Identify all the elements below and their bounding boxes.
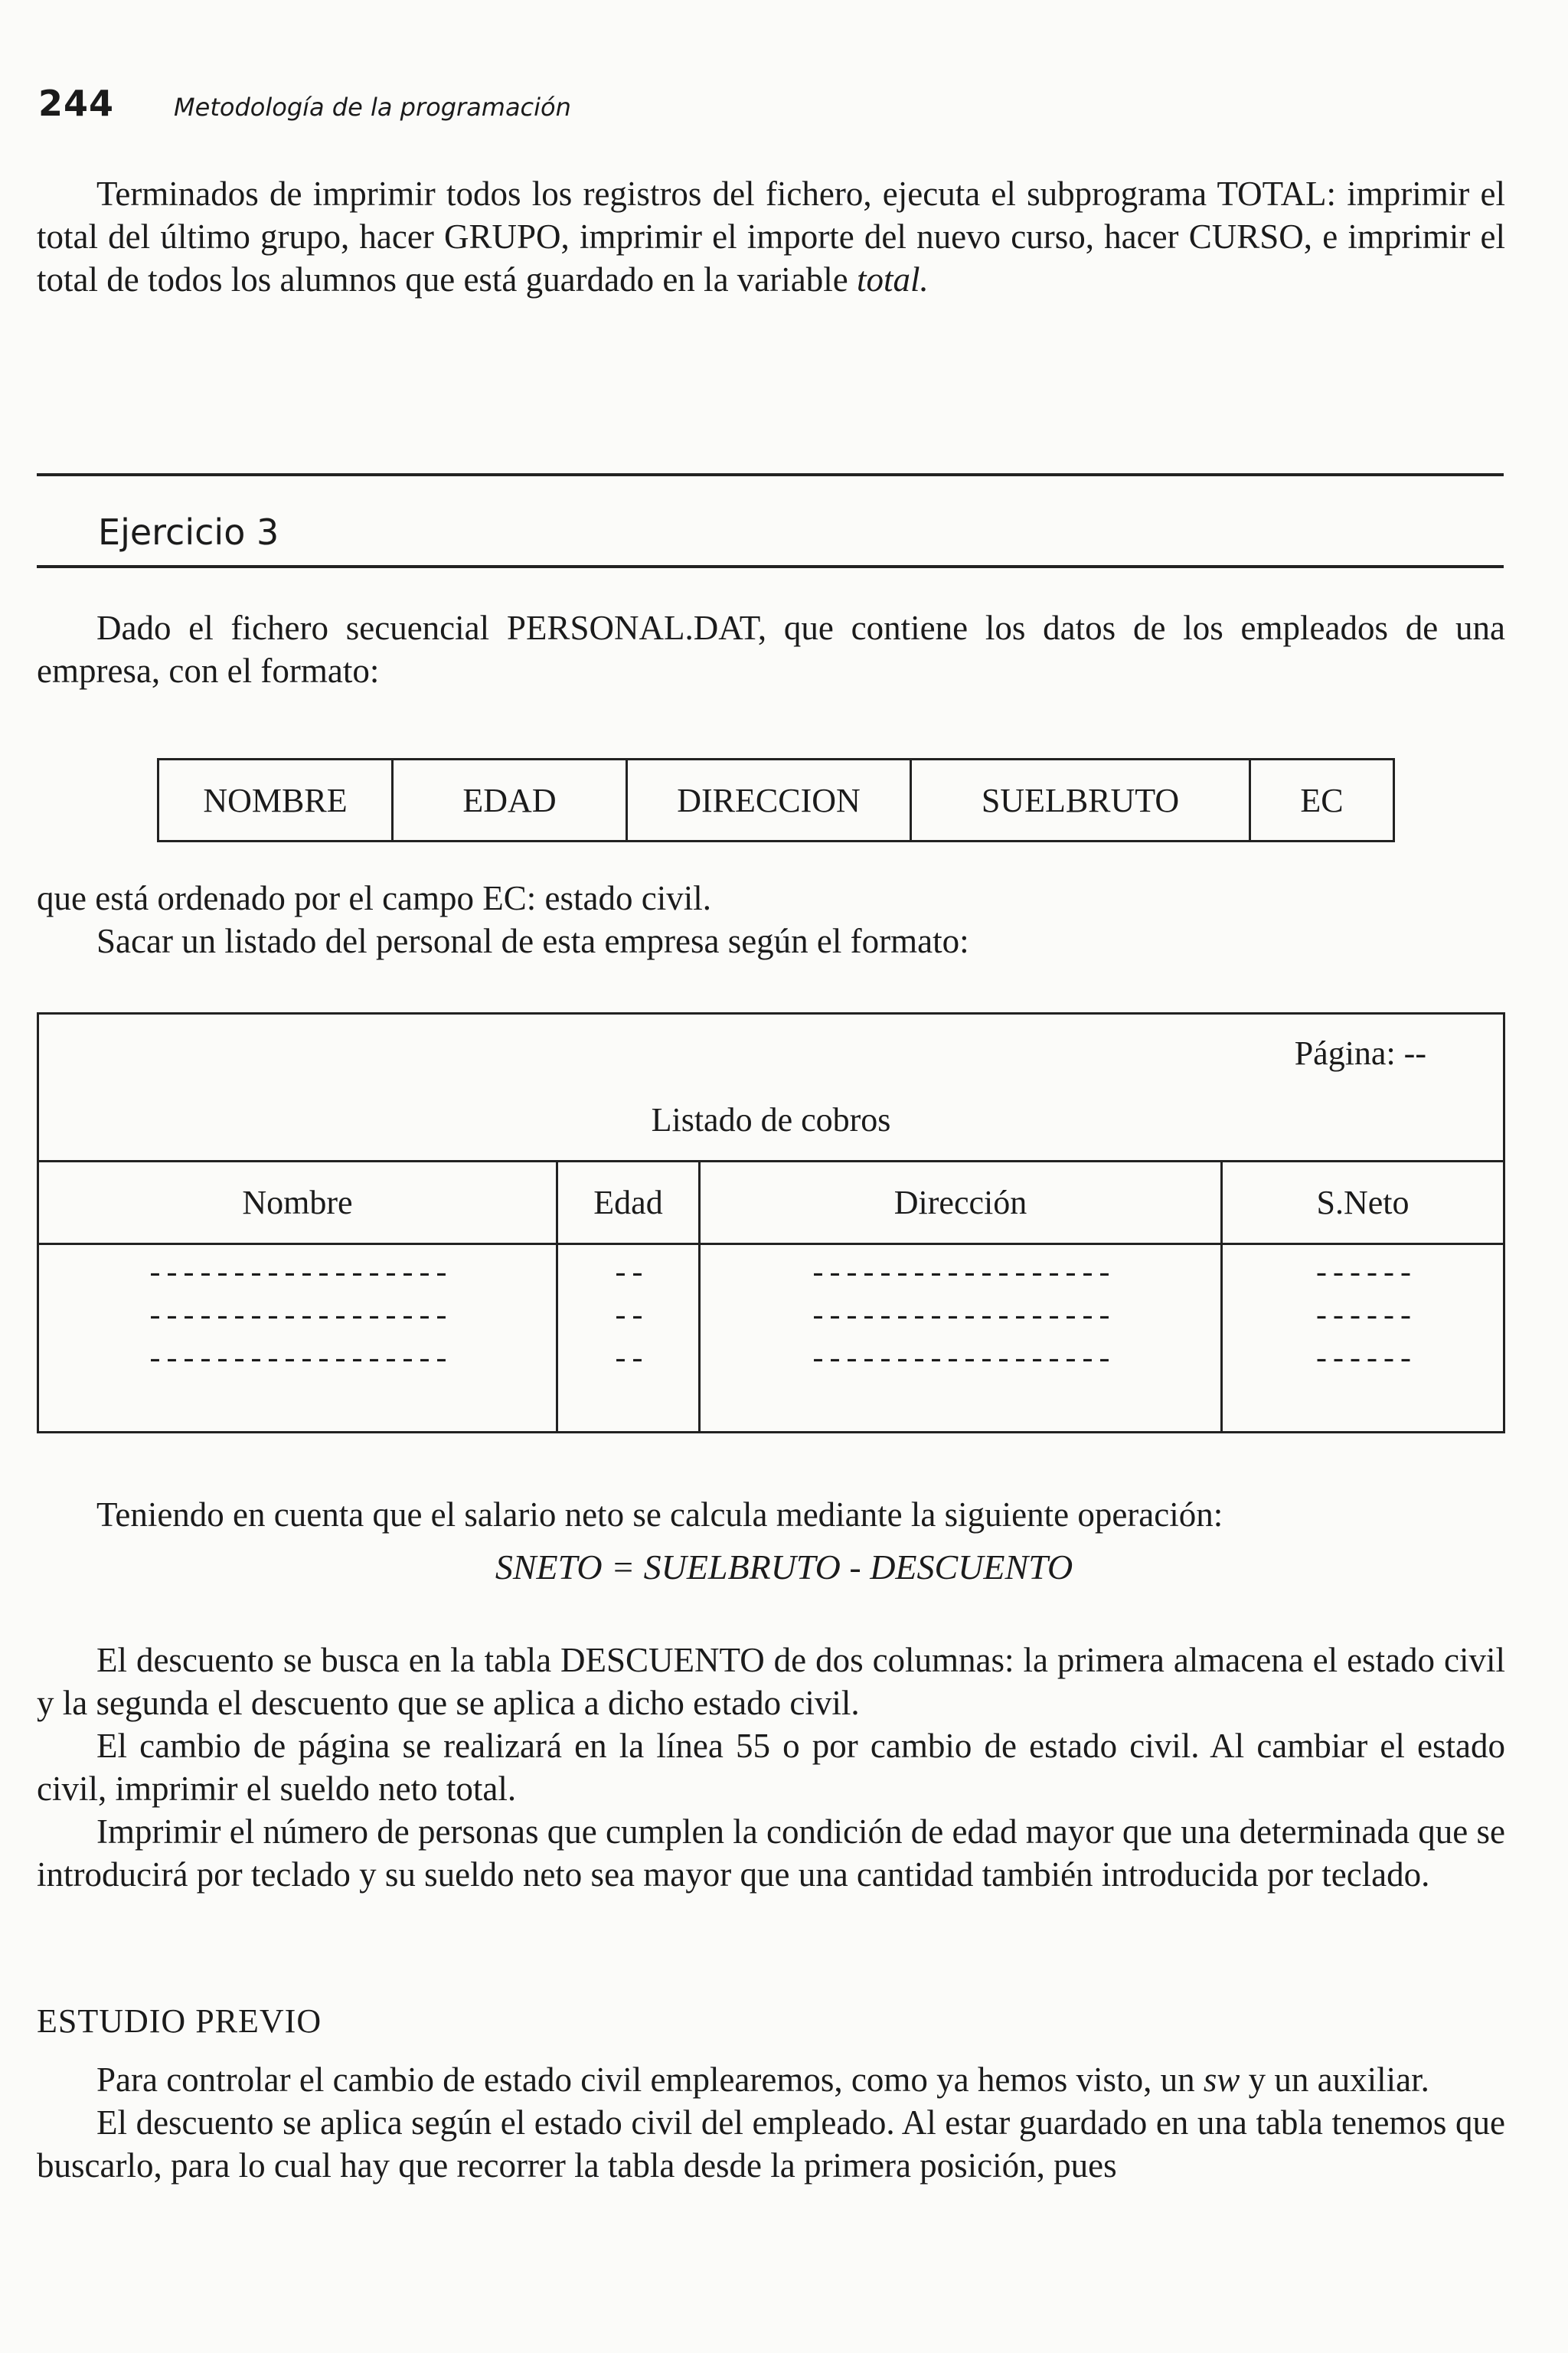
- listing-title: Listado de cobros: [651, 1101, 891, 1139]
- column-edad: [558, 1162, 701, 1431]
- section-paragraphs: [37, 2058, 1505, 2187]
- exercise-statement: [37, 606, 1505, 692]
- record-format-table: [157, 758, 1395, 842]
- statement-text: Dado el fichero secuencial PERSONAL.DAT, que contiene los datos de los empleados de una empresa, con el formato:: [37, 609, 1505, 690]
- placeholder-lines: ------------------ ------------------ ------------------: [145, 1258, 449, 1378]
- column-header: Nombre: [39, 1162, 556, 1245]
- exercise-title: Ejercicio 3: [98, 511, 279, 553]
- section-text-before: Para controlar el cambio de estado civil emplearemos, como ya hemos visto, un: [96, 2061, 1204, 2099]
- placeholder-lines: ------------------ ------------------ ------------------: [808, 1258, 1112, 1378]
- page-number: 244: [38, 83, 115, 124]
- page-break-paragraph: El cambio de página se realizará en la línea 55 o por cambio de estado civil. Al cambiar el estado civil, imprimir el sueldo neto total.: [37, 1727, 1505, 1808]
- record-field: EDAD: [393, 760, 627, 842]
- placeholder-lines: ------ ------ ------: [1312, 1258, 1414, 1378]
- net-salary-formula: SNETO = SUELBRUTO - DESCUENTO: [495, 1547, 1073, 1587]
- column-direccion: [701, 1162, 1223, 1431]
- section-discount-paragraph: El descuento se aplica según el estado civil del empleado. Al estar guardado en una tabla tenemos que buscarlo, para lo cual hay que recorrer la tabla desde la primera posición, pues: [37, 2103, 1505, 2185]
- record-field: EC: [1250, 760, 1394, 842]
- ordering-text: que está ordenado por el campo EC: estado civil.: [37, 879, 711, 917]
- column-header: S.Neto: [1223, 1162, 1503, 1245]
- listing-request-text: Sacar un listado del personal de esta empresa según el formato:: [96, 922, 969, 960]
- listing-columns: [39, 1162, 1503, 1431]
- exercise-top-rule: [37, 473, 1504, 476]
- listing-format-box: [37, 1012, 1505, 1433]
- section-italic-sw: sw: [1203, 2061, 1240, 2099]
- record-field: DIRECCION: [627, 760, 911, 842]
- record-format-row: [158, 760, 1394, 842]
- page-label: Página: --: [1294, 1034, 1426, 1072]
- ordering-paragraph: [37, 877, 1505, 962]
- record-field: NOMBRE: [158, 760, 393, 842]
- listing-header: [39, 1015, 1503, 1162]
- page-header: [38, 83, 571, 124]
- intro-paragraph: [37, 172, 1505, 301]
- exercise-bottom-rule: [37, 565, 1504, 568]
- column-nombre: [39, 1162, 558, 1431]
- running-title: Metodología de la programación: [174, 93, 571, 122]
- column-sneto: [1223, 1162, 1503, 1431]
- discount-paragraph: El descuento se busca en la tabla DESCUENTO de dos columnas: la primera almacena el estado civil y la segunda el descuento que se aplica a dicho estado civil.: [37, 1641, 1505, 1722]
- net-intro-paragraph: [37, 1493, 1505, 1536]
- count-paragraph: Imprimir el número de personas que cumplen la condición de edad mayor que una determinada que se introducirá por teclado y su sueldo neto sea mayor que una cantidad también introducida por teclado.: [37, 1812, 1505, 1894]
- record-field: SUELBRUTO: [911, 760, 1250, 842]
- placeholder-lines: -- -- --: [611, 1258, 645, 1378]
- net-intro-text: Teniendo en cuenta que el salario neto se calcula mediante la siguiente operación:: [96, 1495, 1223, 1534]
- intro-italic-word: total.: [856, 260, 929, 299]
- column-header: Dirección: [701, 1162, 1220, 1245]
- section-title: ESTUDIO PREVIO: [37, 2002, 322, 2040]
- intro-text: Terminados de imprimir todos los registros del fichero, ejecuta el subprograma TOTAL: imprimir el total del último grupo, hacer GRUPO, imprimir el importe del nuevo curso, hacer CURSO, e imprimir el total de todos los alumnos que está guardado en la variable: [37, 175, 1505, 299]
- section-text-after: y un auxiliar.: [1240, 2061, 1429, 2099]
- column-header: Edad: [558, 1162, 698, 1245]
- body-paragraphs: [37, 1639, 1505, 1896]
